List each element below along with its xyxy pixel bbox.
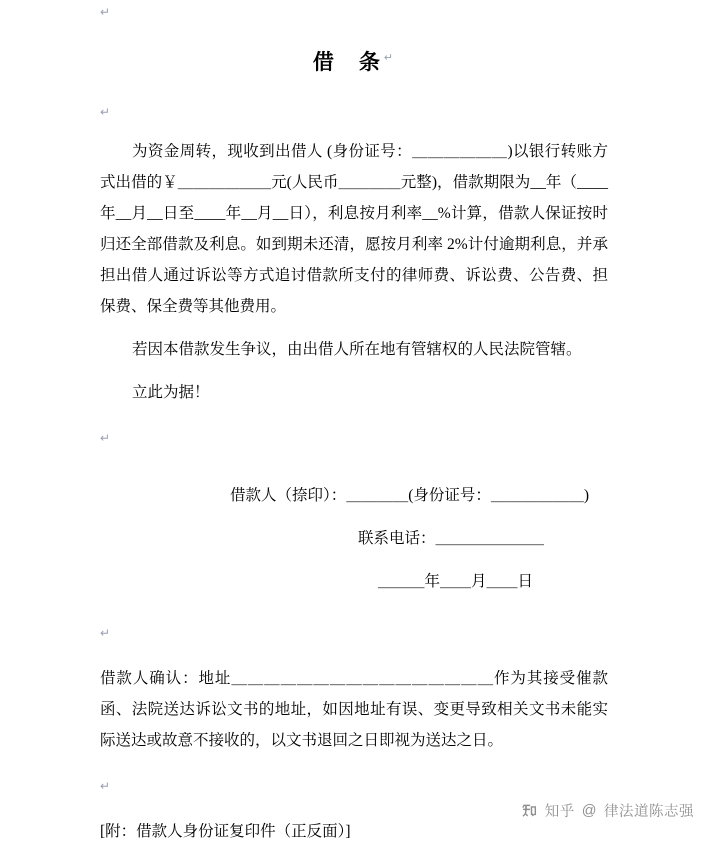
body-paragraph-main: 为资金周转，现收到出借人 (身份证号：＿＿＿＿＿＿)以银行转账方式出借的￥＿＿＿＿＿＿元(人民币＿＿＿＿元整)，借款期限为__年（____年__月__日至____年__月__日），利息按月利率__%计算，借款人保证按时归还全部借款及利息。如到期未还清，愿按月利率 2%计付逾期利息，并承担出借人通过诉讼等方式追讨借款所支付的律师费、诉讼费、公告费、担保费、保全费等其他费用。: [100, 143, 608, 315]
attachment-note: [附：借款人身份证复印件（正反面）]: [100, 823, 351, 840]
signature-date: ＿＿＿年＿＿月＿＿日: [378, 573, 534, 590]
page-title-text: 借 条: [312, 50, 382, 74]
signature-phone: 联系电话：＿＿＿＿＿＿＿: [358, 530, 545, 547]
paragraph-mark-row: [100, 0, 608, 24]
paragraph-mark-icon: ↵: [100, 626, 111, 640]
paragraph-mark-icon: ↵: [100, 105, 111, 119]
watermark: [519, 800, 694, 821]
signature-borrower: 借款人（捺印）：＿＿＿＿(身份证号：＿＿＿＿＿＿): [230, 487, 590, 504]
zhihu-logo-icon: [519, 801, 538, 820]
paragraph-mark-icon: ↵: [100, 5, 111, 19]
paragraph-mark-icon: ↵: [100, 431, 111, 445]
paragraph-mark-row: [100, 426, 608, 450]
body-paragraph-closing: 立此为据！: [132, 384, 210, 401]
paragraph-mark-row: [100, 621, 608, 645]
body-paragraph-confirmation: 借款人确认：地址＿＿＿＿＿＿＿＿＿＿＿＿＿＿＿＿作为其接受催款函、法院送达诉讼文书的地址，如因地址有误、变更导致相关文书未能实际送达或故意不接收的，以文书退回之日即视为送达之日。: [100, 670, 608, 749]
paragraph-mark-icon: ↵: [383, 52, 396, 64]
paragraph-mark-row: [100, 100, 608, 124]
watermark-author: 律法道陈志强: [604, 804, 694, 820]
paragraph-mark-row: [100, 774, 608, 798]
page-title: [100, 46, 608, 76]
body-paragraph-jurisdiction: 若因本借款发生争议，由出借人所在地有管辖权的人民法院管辖。: [132, 341, 582, 358]
watermark-brand: 知乎: [544, 804, 575, 820]
watermark-separator: @: [581, 802, 597, 819]
paragraph-mark-icon: ↵: [100, 779, 111, 793]
